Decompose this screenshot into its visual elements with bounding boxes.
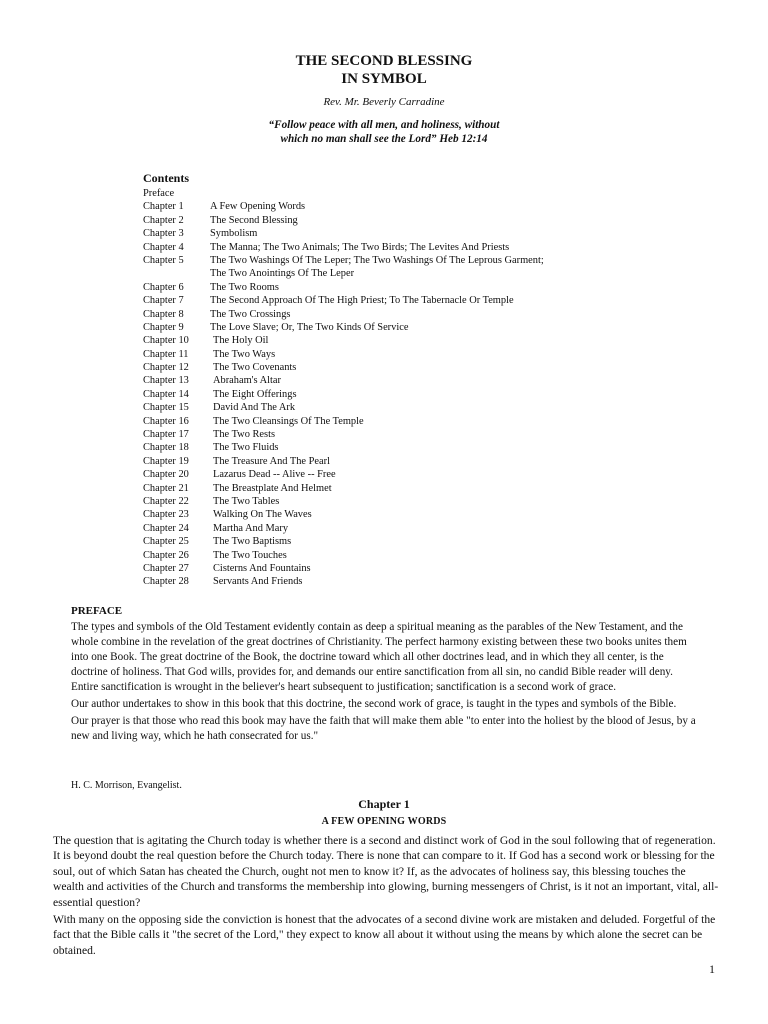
toc-entry-number: Chapter 4: [143, 241, 184, 253]
preface-paragraph: The types and symbols of the Old Testament evidently contain as deep a spiritual meaning as the parables of the New Testament, and the whole combine in the revelation of the great doctrines of Christianity. The perfect harmony existing between these two books unites them into one Book. The great doctrine of the Book, the doctrine toward which all other doctrines lead, and in which they all center, is the doctrine of holiness. That God wills, provides for, and demands our entire sanctification from all sin, no candid Bible reader will deny. Entire sanctification is wrought in the believer's heart subsequent to justification; sanctification is a second work of grace.: [71, 621, 687, 693]
toc-entry-number: Chapter 10: [143, 335, 189, 347]
toc-entry-number: Chapter 5: [143, 254, 184, 266]
page-number: 1: [709, 962, 715, 976]
toc-entry-title: The Two Crossings: [210, 308, 291, 320]
toc-entry-number: Chapter 27: [143, 562, 189, 574]
toc-entry-number: Chapter 28: [143, 576, 189, 588]
toc-entry-title: The Two Touches: [213, 549, 287, 561]
toc-entry-number: Chapter 19: [143, 455, 189, 467]
preface-signature: H. C. Morrison, Evangelist.: [71, 780, 182, 791]
toc-entry-title: The Two Rests: [213, 429, 275, 441]
toc-entry-title: Cisterns And Fountains: [213, 562, 311, 574]
chapter-paragraph: The question that is agitating the Church today is whether there is a second and distinct work of God in the soul following that of regeneration. It is beyond doubt the real question before the Church today. There is none that can compare to it. If God has a second work or blessing for the soul, out of which Satan has cheated the Church, ought not men to know it? If, as the advocates of holiness say, this blessing touches the wealth and activities of the Church and transforms the membership into glowing, burning messengers of Christ, is it not an important, vital, all-essential question?: [53, 834, 719, 909]
toc-entry-title: Walking On The Waves: [213, 509, 312, 521]
toc-entry-title: The Second Blessing: [210, 214, 298, 226]
toc-entry-number: Chapter 18: [143, 442, 189, 454]
toc-entry-title: The Eight Offerings: [213, 388, 297, 400]
toc-entry-title: The Two Anointings Of The Leper: [210, 268, 355, 280]
toc-entry-title: The Holy Oil: [213, 335, 269, 347]
toc-entry-title: The Breastplate And Helmet: [213, 482, 332, 494]
toc-entry-number: Chapter 21: [143, 482, 189, 494]
toc-entry-title: The Two Washings Of The Leper; The Two Washings Of The Leprous Garment;: [210, 254, 544, 266]
toc-entry-number: Chapter 16: [143, 415, 189, 427]
toc-entry-number: Chapter 12: [143, 362, 189, 374]
toc-entry-number: Chapter 3: [143, 228, 184, 240]
toc-entry-number: Chapter 9: [143, 321, 184, 333]
epigraph-line-2: which no man shall see the Lord” Heb 12:14: [280, 133, 488, 145]
toc-entry-number: Chapter 15: [143, 402, 189, 414]
toc-entry-title: The Treasure And The Pearl: [213, 455, 330, 467]
toc-entry-number: Chapter 6: [143, 281, 184, 293]
preface-paragraph: Our prayer is that those who read this book may have the faith that will make them able "to enter into the holiest by the blood of Jesus, by a new and living way, which he hath consecrated for us.": [71, 715, 696, 742]
toc-entry-title: The Love Slave; Or, The Two Kinds Of Service: [210, 321, 409, 333]
toc-entry-title: The Second Approach Of The High Priest; To The Tabernacle Or Temple: [210, 295, 514, 307]
toc-entry-number: Chapter 23: [143, 509, 189, 521]
epigraph-line-1: “Follow peace with all men, and holiness, without: [268, 119, 500, 131]
toc-entry-number: Chapter 11: [143, 348, 189, 360]
toc-entry-title: The Two Fluids: [213, 442, 279, 454]
preface-paragraph: Our author undertakes to show in this book that this doctrine, the second work of grace, is taught in the types and symbols of the Bible.: [71, 698, 677, 710]
toc-entry-number: Chapter 7: [143, 295, 184, 307]
toc-entry-number: Chapter 24: [143, 522, 189, 534]
toc-entry-title: Servants And Friends: [213, 576, 303, 588]
toc-entry-title: The Two Baptisms: [213, 536, 292, 548]
toc-entry-title: Symbolism: [210, 228, 258, 240]
chapter-body: [53, 833, 719, 960]
toc-entry-title: The Two Covenants: [213, 362, 297, 374]
toc-entry-title: The Two Cleansings Of The Temple: [213, 415, 364, 427]
page-title: [0, 52, 768, 88]
toc-entry-title: The Manna; The Two Animals; The Two Birds; The Levites And Priests: [210, 241, 510, 253]
chapter-subheading: A FEW OPENING WORDS: [321, 816, 447, 827]
toc-entry-title: Martha And Mary: [213, 522, 289, 534]
toc-entry-number: Chapter 13: [143, 375, 189, 387]
author-line: Rev. Mr. Beverly Carradine: [323, 96, 445, 108]
toc-entry-number: Chapter 17: [143, 429, 189, 441]
title-line-1: THE SECOND BLESSING: [295, 53, 473, 69]
toc-entry-number: Chapter 26: [143, 549, 189, 561]
toc-entry-number: Chapter 22: [143, 495, 189, 507]
toc-entry-number: Chapter 20: [143, 469, 189, 481]
toc-entry-title: Lazarus Dead -- Alive -- Free: [213, 469, 336, 481]
preface-body: [71, 620, 703, 746]
chapter-paragraph: With many on the opposing side the conviction is honest that the advocates of a second divine work are mistaken and deluded. Forgetful of the fact that the Bible calls it "the secret of the Lord," they expect to know all about it without using the means by which alone the secret can be obtained.: [53, 913, 716, 957]
toc-entry-title: The Two Tables: [213, 495, 280, 507]
preface-heading: PREFACE: [71, 605, 123, 617]
toc-entry-number: Chapter 2: [143, 214, 184, 226]
chapter-heading: Chapter 1: [358, 797, 410, 811]
toc-entry-number: Chapter 1: [143, 201, 184, 213]
toc-entry-title: The Two Ways: [213, 348, 276, 360]
toc-entry-number: Preface: [143, 188, 175, 199]
toc-entry-title: A Few Opening Words: [210, 201, 306, 213]
toc-entry-number: Chapter 8: [143, 308, 184, 320]
title-line-2: IN SYMBOL: [341, 71, 427, 87]
toc-entry-number: Chapter 14: [143, 388, 189, 400]
toc-entry-title: David And The Ark: [213, 402, 296, 414]
epigraph: [0, 118, 768, 146]
toc-entry-title: Abraham's Altar: [213, 375, 281, 387]
toc-entry-title: The Two Rooms: [210, 281, 279, 293]
contents-heading: Contents: [143, 171, 190, 185]
toc-entry-number: Chapter 25: [143, 536, 189, 548]
